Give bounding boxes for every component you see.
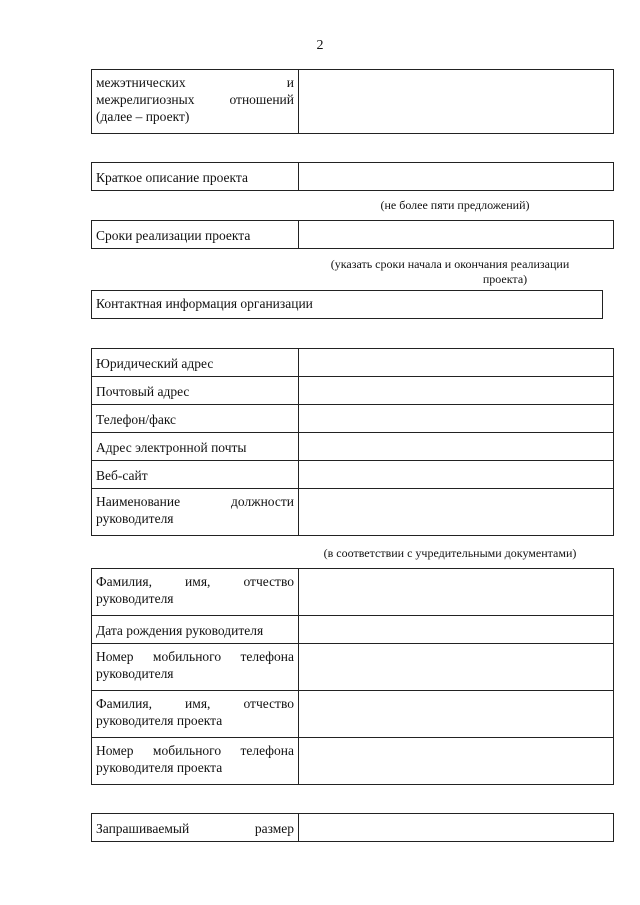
- label-line: межрелигиозных отношений: [96, 92, 294, 107]
- contact-info-heading: Контактная информация организации: [92, 291, 603, 319]
- project-head-mobile-field[interactable]: [299, 738, 614, 785]
- project-dates-table: [91, 220, 614, 249]
- short-description-label: Краткое описание проекта: [92, 163, 299, 191]
- project-head-mobile-label: [92, 738, 299, 785]
- project-dates-field[interactable]: [299, 221, 614, 249]
- requested-amount-field[interactable]: [299, 814, 614, 842]
- note-line: (указать сроки начала и окончания реализации: [330, 257, 570, 271]
- website-label: Веб-сайт: [92, 461, 299, 489]
- short-description-field[interactable]: [299, 163, 614, 191]
- head-mobile-field[interactable]: [299, 644, 614, 691]
- requested-amount-table: [91, 813, 614, 842]
- label-line: руководителя: [96, 511, 174, 526]
- project-head-full-name-field[interactable]: [299, 691, 614, 738]
- phone-fax-label: Телефон/факс: [92, 405, 299, 433]
- organization-contacts-table: [91, 348, 614, 536]
- label-line: межэтнических и: [96, 75, 294, 90]
- head-details-table: [91, 568, 614, 785]
- contact-info-table: [91, 290, 603, 319]
- label-line: Фамилия, имя, отчество: [96, 696, 294, 711]
- head-position-field[interactable]: [299, 489, 614, 536]
- label-line: руководителя: [96, 591, 174, 606]
- phone-fax-field[interactable]: [299, 405, 614, 433]
- note-line: проекта): [482, 272, 528, 286]
- head-position-label: [92, 489, 299, 536]
- label-line: руководителя проекта: [96, 713, 223, 728]
- label-line: Номер мобильного телефона: [96, 649, 294, 664]
- postal-address-label: Почтовый адрес: [92, 377, 299, 405]
- label-line: руководителя проекта: [96, 760, 223, 775]
- label-line: Фамилия, имя, отчество: [96, 574, 294, 589]
- page-number: 2: [316, 38, 324, 53]
- head-mobile-label: [92, 644, 299, 691]
- requested-amount-label: Запрашиваемый размер: [92, 814, 299, 842]
- label-line: Номер мобильного телефона: [96, 743, 294, 758]
- head-birth-date-field[interactable]: [299, 616, 614, 644]
- project-dates-note: [305, 257, 595, 287]
- email-field[interactable]: [299, 433, 614, 461]
- project-name-label: [92, 70, 299, 134]
- label-line: (далее – проект): [96, 109, 190, 124]
- project-dates-label: Сроки реализации проекта: [92, 221, 299, 249]
- founding-documents-note: (в соответствии с учредительными документами): [323, 546, 577, 560]
- postal-address-field[interactable]: [299, 377, 614, 405]
- short-description-note: (не более пяти предложений): [380, 198, 530, 212]
- short-description-table: [91, 162, 614, 191]
- head-full-name-field[interactable]: [299, 569, 614, 616]
- label-line: Наименование должности: [96, 494, 294, 509]
- legal-address-label: Юридический адрес: [92, 349, 299, 377]
- legal-address-field[interactable]: [299, 349, 614, 377]
- project-head-full-name-label: [92, 691, 299, 738]
- project-name-field[interactable]: [299, 70, 614, 134]
- label-line: руководителя: [96, 666, 174, 681]
- email-label: Адрес электронной почты: [92, 433, 299, 461]
- website-field[interactable]: [299, 461, 614, 489]
- head-birth-date-label: Дата рождения руководителя: [92, 616, 299, 644]
- project-name-table: [91, 69, 614, 134]
- head-full-name-label: [92, 569, 299, 616]
